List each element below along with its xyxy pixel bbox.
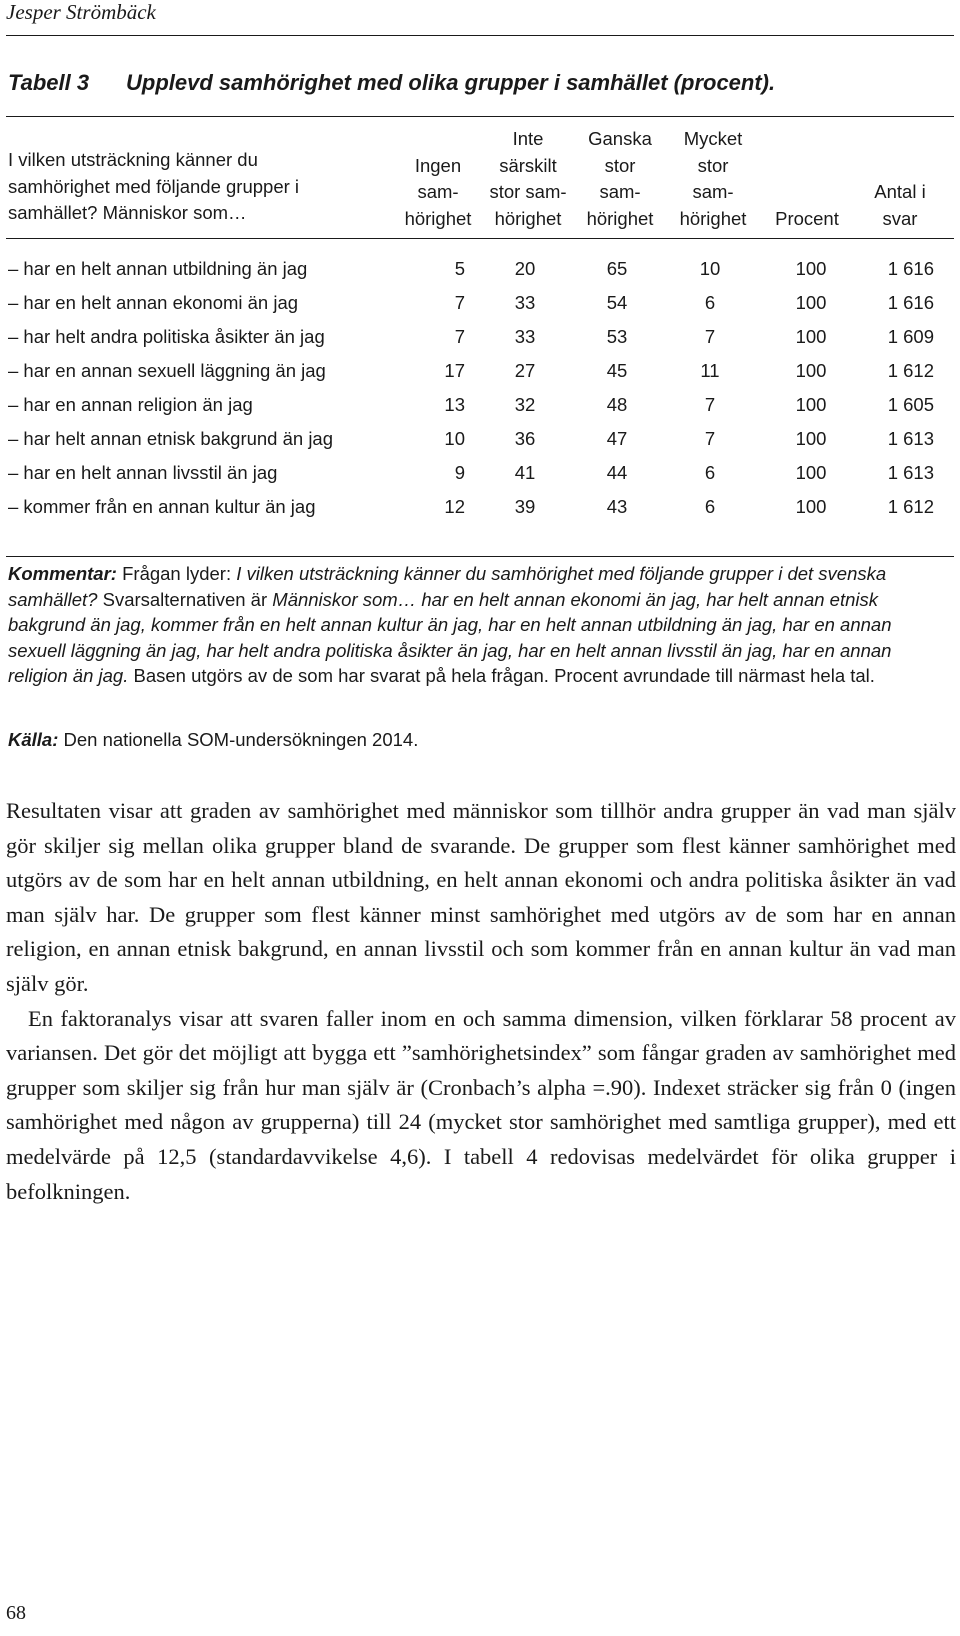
header-rule (6, 35, 954, 36)
col-header-ingen: Ingen sam- hörighet (404, 154, 472, 229)
row-label: – har helt annan etnisk bakgrund än jag (8, 428, 334, 449)
cell: 54 (606, 292, 628, 313)
source-label: Källa: (8, 729, 59, 750)
cell: 10 (699, 258, 721, 279)
cell: 45 (606, 360, 628, 381)
cell: 27 (514, 360, 536, 381)
comment-question: I vilken utsträckning känner du samhörighet med följande grupper i det svenska samhället? (8, 563, 887, 610)
cell: 1 613 (887, 428, 934, 449)
col-header-antal-svar: Antal i svar (874, 181, 926, 229)
comment-tail: Basen utgörs av de som har svarat på hela frågan. Procent avrundade till närmast hela tal. (133, 665, 875, 687)
comment-alternatives: Människor som… har en helt annan ekonomi än jag, har helt annan etnisk bakgrund än jag, kommer från en helt annan kultur än jag, har en helt annan utbildning än jag, har en annan sexuell läggning än jag, har helt andra politiska åsikter än jag, har en helt annan livsstil än jag, har en annan religion än jag. (8, 588, 892, 687)
cell: 100 (795, 394, 827, 415)
header-question: I vilken utsträckning känner du samhörighet med följande grupper i samhället? Människor som… (8, 149, 300, 223)
cell: 7 (704, 394, 716, 415)
col-header-mycket-stor: Mycket stor sam- hörighet (679, 128, 747, 229)
table-row (6, 252, 936, 286)
cell: 100 (795, 326, 827, 347)
cell: 100 (795, 428, 827, 449)
comment-label: Kommentar: (8, 563, 117, 584)
table-row (6, 354, 936, 388)
cell: 11 (700, 360, 720, 381)
table-caption: Upplevd samhörighet med olika grupper i samhället (procent). (126, 70, 776, 95)
cell: 20 (514, 258, 536, 279)
table-row (6, 320, 936, 354)
cell: 7 (454, 326, 465, 347)
cell: 36 (514, 428, 536, 449)
cell: 100 (795, 496, 827, 517)
cell: 1 616 (887, 292, 934, 313)
table-header-rule (6, 238, 954, 239)
running-head: Jesper Strömbäck (6, 0, 156, 24)
table-comment (8, 561, 948, 689)
table-source (8, 729, 418, 751)
cell: 1 612 (887, 496, 934, 517)
cell: 1 612 (887, 360, 934, 381)
cell: 1 613 (887, 462, 934, 483)
body-paragraph: En faktoranalys visar att svaren faller inom en och samma dimension, vilken förklarar 58 procent av variansen. Det gör det möjligt att bygga ett ”samhörighetsindex” som fångar graden av samhörighet med grupper som skiljer sig från hur man själv är (Cronbach’s alpha =.90). Indexet sträcker sig från 0 (ingen samhörighet med någon av grupperna) till 24 (mycket stor samhörighet med samtliga grupper), med ett medelvärde på 12,5 (standardavvikelse 4,6). I tabell 4 redovisas medelvärdet för olika grupper i befolkningen. (6, 1005, 956, 1204)
table-row (6, 388, 936, 422)
row-label: – har helt andra politiska åsikter än jag (8, 326, 325, 347)
cell: 44 (606, 462, 628, 483)
table-number: Tabell 3 (8, 70, 90, 95)
cell: 39 (514, 496, 536, 517)
cell: 47 (606, 428, 628, 449)
cell: 13 (444, 394, 465, 415)
cell: 53 (606, 326, 628, 347)
table-bottom-rule (6, 556, 954, 557)
row-label: – har en annan sexuell läggning än jag (8, 360, 326, 381)
row-label: – har en helt annan utbildning än jag (8, 258, 308, 279)
table-top-rule (6, 116, 954, 117)
cell: 7 (454, 292, 465, 313)
body-paragraph: Resultaten visar att graden av samhörighet med människor som tillhör andra grupper än vad man själv gör skiljer sig mellan olika grupper bland de svarande. De grupper som flest känner samhörighet med utgörs av de som har en helt annan utbildning, en helt annan ekonomi och andra politiska åsikter än vad man själv har. De grupper som flest känner minst samhörighet med utgörs av de som har en annan religion, en annan etnisk bakgrund, en annan livsstil och som kommer från en annan kultur än vad man själv gör. (6, 798, 956, 996)
row-label: – har en helt annan livsstil än jag (8, 462, 278, 483)
table-row (6, 490, 936, 524)
cell: 33 (514, 292, 536, 313)
table-row (6, 286, 936, 320)
cell: 100 (795, 258, 827, 279)
cell: 9 (454, 462, 465, 483)
table-row (6, 422, 936, 456)
cell: 43 (606, 496, 628, 517)
cell: 32 (514, 394, 536, 415)
comment-lead: Frågan lyder: (122, 563, 232, 584)
cell: 6 (704, 496, 716, 517)
cell: 1 605 (887, 394, 934, 415)
row-label: – har en annan religion än jag (8, 394, 253, 415)
cell: 48 (606, 394, 628, 415)
cell: 100 (795, 360, 827, 381)
col-header-inte-sarskilt: Inte särskilt stor sam- hörighet (489, 128, 567, 229)
cell: 1 616 (887, 258, 934, 279)
cell: 12 (444, 496, 465, 517)
data-table (6, 252, 936, 524)
row-label: – har en helt annan ekonomi än jag (8, 292, 299, 313)
body-text (6, 794, 956, 1209)
table-row (6, 456, 936, 490)
cell: 7 (704, 326, 716, 347)
cell: 7 (704, 428, 716, 449)
col-header-ganska-stor: Ganska stor sam- hörighet (586, 128, 654, 229)
cell: 6 (704, 292, 716, 313)
cell: 10 (444, 428, 465, 449)
page-number: 68 (6, 1602, 26, 1624)
cell: 100 (795, 462, 827, 483)
row-label: – kommer från en annan kultur än jag (8, 496, 316, 517)
comment-alt-lead: Svarsalternativen är (102, 588, 268, 610)
cell: 41 (514, 462, 536, 483)
cell: 5 (454, 258, 465, 279)
source-text: Den nationella SOM-undersökningen 2014. (63, 729, 419, 750)
cell: 6 (704, 462, 716, 483)
cell: 1 609 (887, 326, 934, 347)
table-title (8, 70, 775, 96)
cell: 17 (444, 360, 465, 381)
cell: 100 (795, 292, 827, 313)
col-header-procent: Procent (775, 207, 839, 229)
cell: 33 (514, 326, 536, 347)
cell: 65 (606, 258, 628, 279)
